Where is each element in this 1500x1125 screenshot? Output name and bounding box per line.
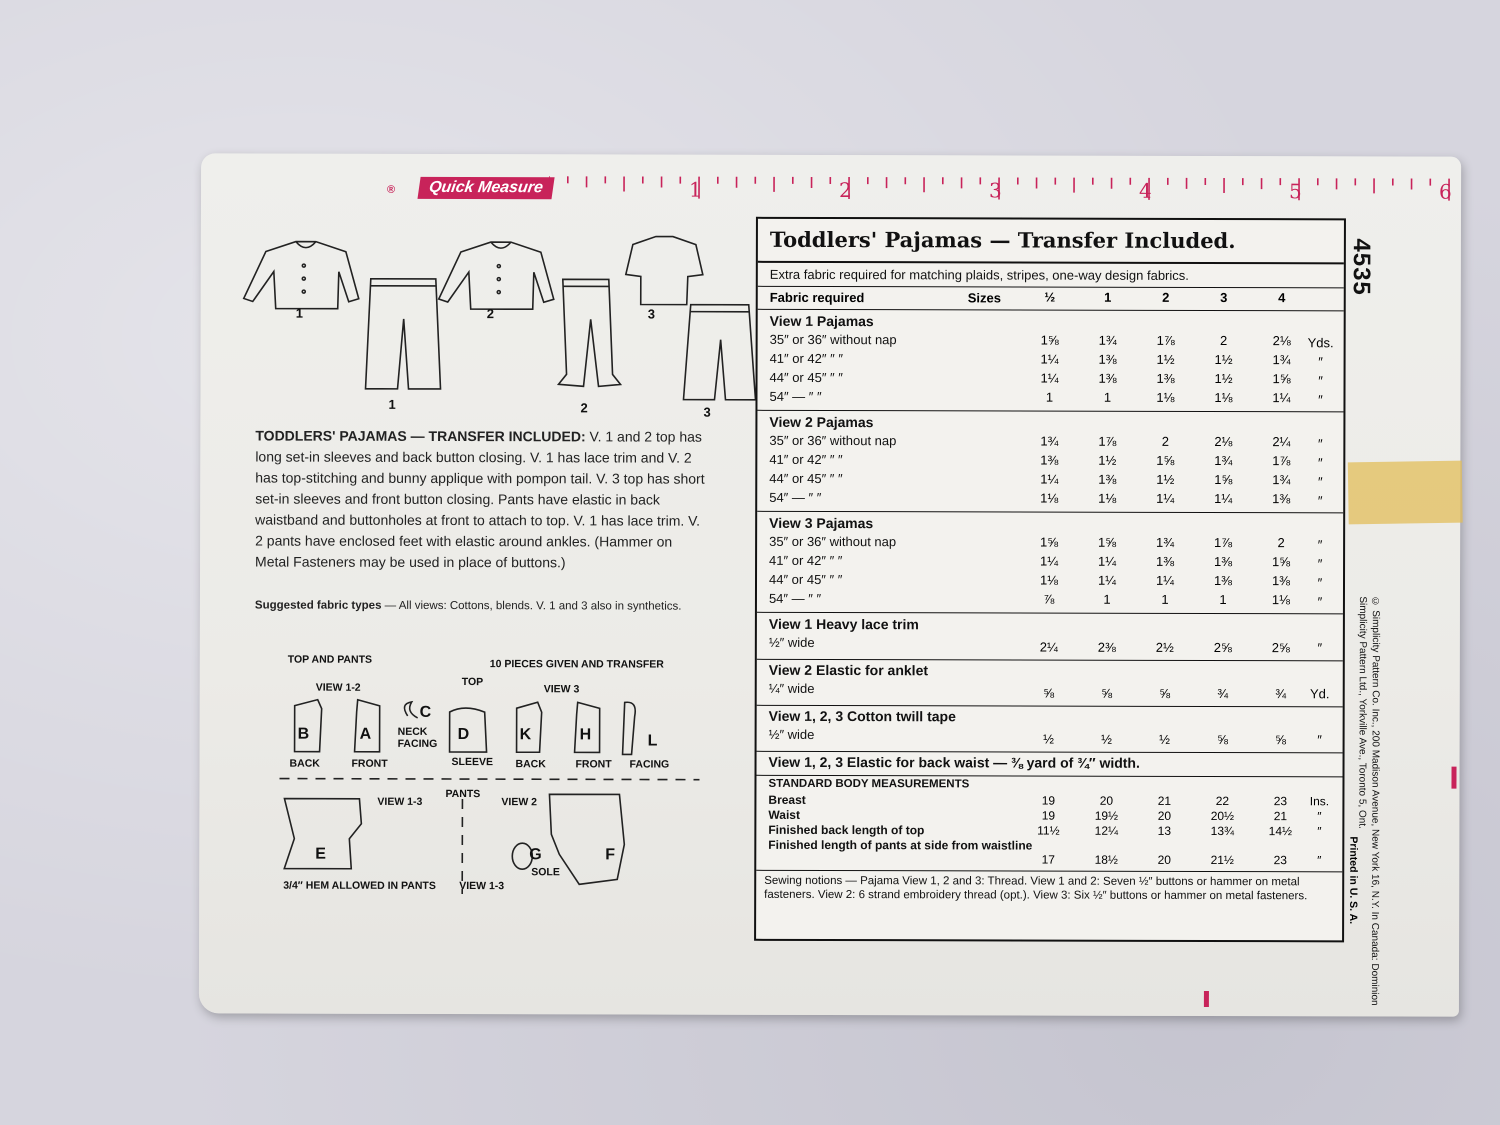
yardage-value: 1¼ <box>1097 572 1117 588</box>
section-rule <box>757 511 1343 514</box>
unit-label: ″ <box>1317 853 1322 868</box>
unit-label: ″ <box>1317 455 1323 471</box>
size-header: 2 <box>1162 289 1170 305</box>
size-header: 3 <box>1220 290 1228 306</box>
fabric-width: 44″ or 45″ ″ ″ <box>768 571 843 588</box>
yardage-value: 2 <box>1219 333 1228 349</box>
yardage-value: 1⅝ <box>1040 332 1059 348</box>
yardage-value: 1⅝ <box>1272 371 1291 387</box>
yardage-value: 1½ <box>1098 452 1117 468</box>
sole-label: SOLE <box>531 866 560 879</box>
sleeve-label: SLEEVE <box>451 756 493 769</box>
unit-label: ″ <box>1318 436 1323 452</box>
yardage-value: 1 <box>1103 591 1111 607</box>
yardage-value: 1¼ <box>1155 572 1175 588</box>
size-header: 4 <box>1278 290 1286 306</box>
illustration-label: 2 <box>580 400 588 416</box>
pattern-description <box>255 425 710 573</box>
yardage-value: 1¾ <box>1214 453 1233 469</box>
yardage-value: 2⅛ <box>1272 333 1291 349</box>
unit-label: Ins. <box>1309 794 1330 809</box>
yardage-value: 1⅝ <box>1098 534 1117 550</box>
piece-letter: B <box>297 725 310 743</box>
piece-letter: C <box>419 703 432 721</box>
view-2-label: VIEW 2 <box>501 796 538 809</box>
unit-label: ″ <box>1318 392 1323 408</box>
section-rule <box>757 410 1343 413</box>
yardage-value: 1⅝ <box>1040 534 1059 550</box>
measurement-value: 12¼ <box>1094 823 1119 838</box>
trim-value: ⅝ <box>1159 685 1171 701</box>
section-rule <box>756 870 1342 873</box>
yardage-chart <box>754 217 1346 943</box>
ruler-number: 2 <box>839 178 852 203</box>
title-rule <box>758 261 1344 264</box>
yardage-value: 1⅜ <box>1098 370 1117 386</box>
yardage-value: ⅞ <box>1043 591 1055 607</box>
yardage-value: 1¼ <box>1039 553 1059 569</box>
registered-mark: ® <box>387 183 396 196</box>
fabric-width: 44″ or 45″ ″ ″ <box>769 369 843 386</box>
measurement-value: 20 <box>1099 793 1114 808</box>
trim-title: View 2 Elastic for anklet <box>768 661 929 679</box>
piece-letter: L <box>647 732 658 750</box>
view-1-3-bottom-label: VIEW 1-3 <box>459 880 505 893</box>
yardage-value: 2⅛ <box>1214 434 1233 450</box>
trim-value: ⅝ <box>1101 685 1113 701</box>
description-body: V. 1 and 2 top has long set-in sleeves and back button closing. V. 1 has lace trim and V. 2 has top-stitching and bunny applique with pompon tail. V. 3 top has short set-in sleeves and front button closing. Pants have elastic in back waistband and buttonholes at front to attach to top. V. 1 has lace trim. V. 2 pants have enclosed feet with elastic around ankles. (Hammer on Metal Fasteners may be used in place of buttons.) <box>255 428 705 571</box>
body-measurements-title: STANDARD BODY MEASUREMENTS <box>768 777 970 791</box>
trim-value: 2⅜ <box>1097 639 1116 655</box>
tape-strip <box>1348 461 1463 525</box>
yardage-value: 1¼ <box>1040 370 1059 386</box>
section-rule <box>757 659 1343 662</box>
measurement-label: Finished length of pants at side from waistline <box>768 837 1033 853</box>
ruler-number: 4 <box>1139 178 1152 203</box>
yardage-value: 1¼ <box>1272 390 1291 406</box>
unit-label: ″ <box>1317 809 1322 824</box>
measurement-value: 14½ <box>1268 824 1293 839</box>
measurement-value: 20½ <box>1210 808 1235 824</box>
trim-value: 2½ <box>1155 639 1174 655</box>
yardage-value: 1 <box>1219 592 1227 608</box>
unit-label: Yd. <box>1309 686 1330 702</box>
trim-value: 2⅝ <box>1213 640 1232 656</box>
top-and-pants-label: TOP AND PANTS <box>287 653 373 666</box>
description-lead: TODDLERS' PAJAMAS — TRANSFER INCLUDED: <box>255 427 586 445</box>
garment-illustrations <box>240 223 761 424</box>
section-title: View 1 Pajamas <box>769 312 874 330</box>
front-label: FRONT <box>351 757 388 770</box>
extra-fabric-note: Extra fabric required for matching plaids, stripes, one-way design fabrics. <box>769 266 1189 283</box>
piece-letter: D <box>457 726 470 744</box>
top-label: TOP <box>461 676 484 689</box>
unit-label: ″ <box>1318 354 1323 370</box>
trim-width: ½″ wide <box>768 726 815 742</box>
yardage-value: 1⅞ <box>1156 332 1175 348</box>
yardage-value: 1½ <box>1156 351 1175 367</box>
pattern-number: 4535 <box>1347 238 1375 296</box>
yardage-value: 1⅝ <box>1156 452 1175 468</box>
ruler-number: 1 <box>689 177 702 202</box>
printed-in-usa: Printed in U. S. A. <box>1347 836 1360 925</box>
yardage-value: 1⅛ <box>1156 389 1175 405</box>
piece-letter: E <box>315 845 326 863</box>
ruler-ticks <box>549 172 1469 206</box>
edge-mark <box>1451 767 1456 789</box>
elastic-back-waist: View 1, 2, 3 Elastic for back waist — ⅜ yard of ¾″ width. <box>768 753 1140 771</box>
measurement-value: 19½ <box>1094 808 1119 823</box>
section-rule <box>757 751 1343 754</box>
piece-letter: G <box>529 846 542 864</box>
ruler-number: 5 <box>1289 179 1302 204</box>
section-title: View 2 Pajamas <box>769 413 874 431</box>
yardage-value: 1⅜ <box>1155 553 1175 569</box>
section-rule <box>757 612 1343 615</box>
measurement-label: Breast <box>768 792 806 807</box>
yardage-value: 1¼ <box>1214 491 1233 507</box>
yardage-value: 1⅛ <box>1040 490 1059 506</box>
yardage-value: 1 <box>1161 591 1169 607</box>
yardage-value: 1⅜ <box>1272 491 1291 507</box>
measurement-value: 13 <box>1157 823 1172 838</box>
trim-width: ½″ wide <box>768 634 815 650</box>
neck-facing-label: NECK FACING <box>397 725 438 750</box>
pants-label: PANTS <box>445 787 481 801</box>
yardage-value: 1 <box>1103 389 1112 405</box>
quick-measure-ruler <box>291 164 1452 204</box>
piece-letter: K <box>519 726 532 744</box>
unit-label: ″ <box>1317 575 1323 591</box>
unit-label: ″ <box>1317 640 1323 656</box>
fabric-width: 41″ or 42″ ″ ″ <box>769 552 843 569</box>
measurement-label: Finished back length of top <box>768 822 925 838</box>
yardage-value: 1¼ <box>1040 351 1059 367</box>
hem-label: 3/4″ HEM ALLOWED IN PANTS <box>283 879 436 892</box>
sizes-label: Sizes <box>967 290 1002 306</box>
measurement-value: 19 <box>1041 793 1056 808</box>
pattern-envelope <box>199 153 1461 1016</box>
quick-measure-label: Quick Measure <box>427 178 545 197</box>
trim-value: ⅝ <box>1275 732 1287 748</box>
trim-value: 2⅝ <box>1271 640 1290 656</box>
fabric-width: 41″ or 42″ ″ ″ <box>769 451 843 468</box>
fabric-required-label: Fabric required <box>769 289 865 306</box>
yardage-value: 1⅜ <box>1213 573 1233 589</box>
yardage-value: 1¾ <box>1098 332 1117 348</box>
yardage-value: 1⅛ <box>1098 490 1117 506</box>
view-1-2-label: VIEW 1-2 <box>315 681 361 694</box>
yardage-value: 1⅜ <box>1040 452 1059 468</box>
yardage-value: 1⅜ <box>1271 573 1291 589</box>
yardage-value: 1⅛ <box>1039 572 1059 588</box>
measurement-value: 23 <box>1273 853 1287 868</box>
illustration-label: 1 <box>295 305 303 321</box>
yardage-value: 1⅜ <box>1098 471 1117 487</box>
trim-title: View 1, 2, 3 Cotton twill tape <box>768 707 956 725</box>
measurement-value: 23 <box>1273 794 1288 809</box>
section-title: View 3 Pajamas <box>769 514 874 532</box>
facing-label: FACING <box>629 758 670 771</box>
yardage-value: 1½ <box>1214 371 1233 387</box>
unit-label: ″ <box>1317 556 1323 572</box>
yardage-value: 2 <box>1161 433 1170 449</box>
measurement-value: 21½ <box>1210 852 1234 868</box>
yardage-value: 1⅜ <box>1098 351 1117 367</box>
section-rule <box>757 775 1343 778</box>
sewing-notions: Sewing notions — Pajama View 1, 2 and 3: Thread. View 1 and 2: Seven ½″ buttons or hammer on metal fasteners. View 2: 6 strand embroidery thread (opt.). View 3: Six ½″ buttons or hammer on metal fasteners. <box>764 874 1308 903</box>
trim-value: ¾ <box>1275 686 1287 702</box>
yardage-value: 1¼ <box>1040 471 1059 487</box>
front-label-view3: FRONT <box>575 758 612 771</box>
size-header: 1 <box>1104 289 1112 305</box>
fabric-width: 44″ or 45″ ″ ″ <box>769 470 843 487</box>
measurement-value: 13¾ <box>1210 823 1235 839</box>
unit-label: ″ <box>1317 474 1323 490</box>
yardage-value: 1¾ <box>1040 433 1059 449</box>
unit-label: ″ <box>1317 732 1322 748</box>
unit-label: ″ <box>1317 824 1322 839</box>
measurement-label: Waist <box>768 807 800 822</box>
measurement-value: 11½ <box>1037 823 1060 838</box>
fabric-width: 35″ or 36″ without nap <box>769 331 897 348</box>
yardage-value: 1½ <box>1156 471 1175 487</box>
yardage-value: 1¾ <box>1156 534 1175 550</box>
measurement-value: 21 <box>1157 793 1172 808</box>
pattern-pieces-diagram <box>279 654 740 915</box>
illustration-label: 2 <box>486 306 494 322</box>
yardage-value: 1¼ <box>1097 553 1117 569</box>
yardage-value: 1⅛ <box>1271 592 1291 608</box>
yardage-value: 2¼ <box>1272 434 1291 450</box>
measurement-value: 18½ <box>1094 852 1118 867</box>
piece-letter: F <box>605 846 616 864</box>
unit-label: ″ <box>1318 373 1323 389</box>
piece-letter: A <box>359 725 372 743</box>
pieces-given-label: 10 PIECES GIVEN AND TRANSFER <box>489 658 664 671</box>
measurement-value: 22 <box>1215 794 1230 809</box>
yardage-value: 1 <box>1045 389 1054 405</box>
section-rule <box>757 705 1343 708</box>
yardage-value: 1½ <box>1214 352 1233 368</box>
measurement-value: 17 <box>1041 852 1055 867</box>
yardage-value: 1⅜ <box>1156 370 1175 386</box>
fabric-width: 35″ or 36″ without nap <box>769 432 897 449</box>
ruler-number: 6 <box>1439 179 1452 204</box>
chart-title: Toddlers' Pajamas — Transfer Included. <box>769 226 1236 254</box>
piece-letter: H <box>579 726 592 744</box>
fabric-width: 41″ or 42″ ″ ″ <box>769 350 843 367</box>
view-3-label: VIEW 3 <box>543 683 580 696</box>
trim-value: 2¼ <box>1039 639 1058 655</box>
yardage-value: 1⅝ <box>1214 472 1233 488</box>
unit-label: Yds. <box>1307 335 1334 351</box>
copyright-note: © Simplicity Pattern Co. Inc., 200 Madison Avenue, New York 16, N.Y. In Canada: Dominion Simplicity Pattern Ltd., Yorkville Ave., Toronto 5, Ont. <box>1356 596 1381 1006</box>
yardage-value: 1⅞ <box>1214 535 1233 551</box>
trim-value: ⅝ <box>1217 732 1229 748</box>
measurement-value: 21 <box>1273 809 1288 824</box>
back-label-view3: BACK <box>515 758 546 771</box>
fabric-width: 54″ — ″ ″ <box>768 590 822 606</box>
yardage-value: 1¾ <box>1272 472 1291 488</box>
view-1-3-label: VIEW 1-3 <box>377 795 423 808</box>
quick-measure-badge <box>417 177 554 199</box>
ruler-number: 3 <box>989 178 1002 203</box>
measurement-value: 20 <box>1157 852 1171 867</box>
unit-label: ″ <box>1317 537 1323 553</box>
yardage-value: 1⅞ <box>1272 453 1291 469</box>
trim-value: ⅝ <box>1043 685 1055 701</box>
size-header: ½ <box>1044 289 1056 305</box>
trim-value: ½ <box>1043 731 1055 747</box>
measurement-value: 20 <box>1157 808 1172 823</box>
yardage-value: 2 <box>1277 535 1285 551</box>
illustration-label: 3 <box>703 404 711 420</box>
unit-label: ″ <box>1317 594 1323 610</box>
back-label: BACK <box>289 757 320 770</box>
unit-label: ″ <box>1317 493 1323 509</box>
illustration-label: 3 <box>647 306 655 322</box>
fabric-width: 54″ — ″ ″ <box>769 388 822 404</box>
yardage-value: 1¾ <box>1272 352 1291 368</box>
measurement-value: 19 <box>1041 808 1056 823</box>
fabric-width: 35″ or 36″ without nap <box>769 533 897 550</box>
trim-value: ¾ <box>1217 686 1229 702</box>
trim-value: ½ <box>1101 731 1113 747</box>
trim-width: ¼″ wide <box>768 680 815 696</box>
fabric-types-lead: Suggested fabric types <box>254 599 382 612</box>
yardage-value: 1⅛ <box>1214 390 1233 406</box>
yardage-value: 1⅝ <box>1271 554 1291 570</box>
yardage-value: 1⅞ <box>1098 433 1117 449</box>
yardage-value: 1¼ <box>1156 490 1175 506</box>
yardage-value: 1⅜ <box>1213 554 1233 570</box>
fabric-width: 54″ — ″ ″ <box>769 489 822 505</box>
edge-mark <box>1204 991 1209 1007</box>
illustration-label: 1 <box>388 396 396 412</box>
trim-title: View 1 Heavy lace trim <box>768 615 919 633</box>
suggested-fabric-types <box>255 598 710 614</box>
trim-value: ½ <box>1159 731 1171 747</box>
fabric-types-body: — All views: Cottons, blends. V. 1 and 3 also in synthetics. <box>381 599 682 613</box>
